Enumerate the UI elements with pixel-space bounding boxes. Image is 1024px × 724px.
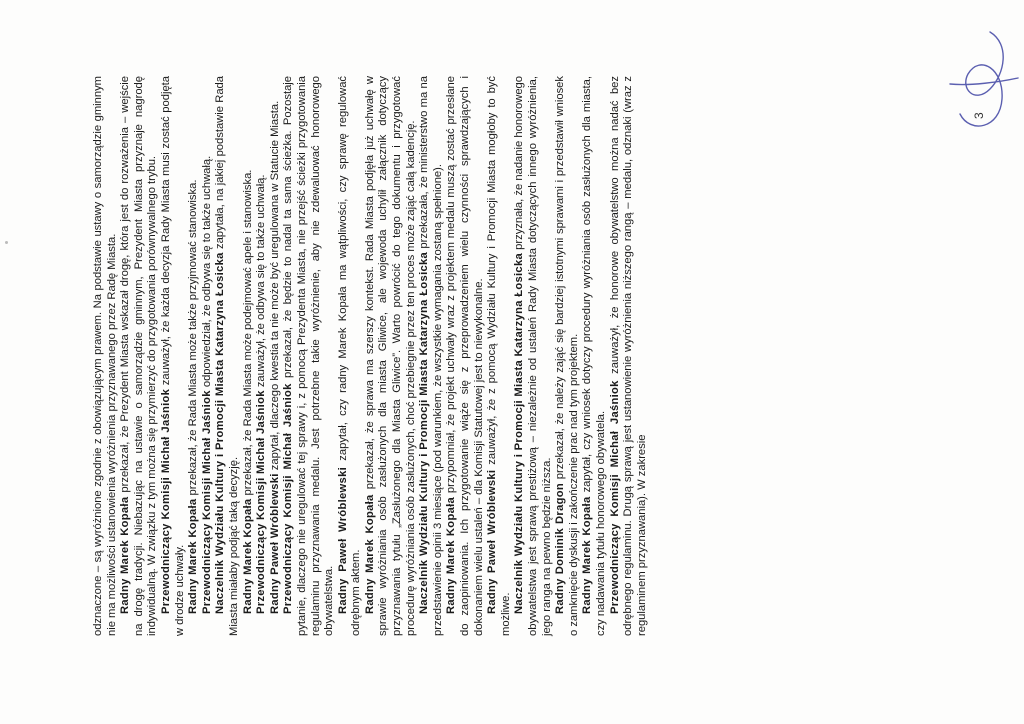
speaker-name: Przewodniczący Komisji Michał Jaśniok — [608, 380, 621, 614]
paragraph — [187, 76, 201, 636]
paragraph-text: zauważył, że z pomocą Wydziału Kultury i Promocji Miasta mogłoby to być możliwe. — [486, 76, 512, 636]
paragraph — [119, 76, 160, 636]
scan-speck — [5, 241, 8, 244]
paragraph-text: przekazał, że Prezydent Miasta wskazał drogę, która jest do rozważenia – wejście na drogę tradycji. Niebazując na ustawie o samorządzie gminnym, Prezydent Miasta przyznaje nagrodę indywidualną. W związku z tym można się przymierzyć do przygotowania porównywalnego trybu. — [119, 76, 159, 636]
speaker-name: Radny Marek Kopała — [363, 494, 376, 614]
paragraph — [418, 76, 445, 636]
paragraph-text: zauważył, że honorowe obywatelstwo można nadać bez odrębnego regulaminu. Drugą sprawą jest ustanowienie wyróżnienia niższego rangą – medalu, odznaki (wraz z regulaminem przyznawania). W zakresie — [608, 76, 648, 636]
handwritten-signature-icon — [930, 24, 1020, 144]
paragraph-text: przekazał, że Rada Miasta może podejmować apele i stanowiska. — [241, 169, 254, 499]
speaker-name: Naczelnik Wydziału Kultury i Promocji Miasta Katarzyna Łosicka — [513, 253, 526, 614]
paragraph — [554, 76, 581, 636]
signature-stroke — [950, 32, 1018, 126]
speaker-name: Radny Paweł Wróblewski — [486, 469, 499, 614]
paragraph — [255, 76, 269, 636]
paragraph-text: przyznała, że nadanie honorowego obywatelstwa jest sprawą prestiżową – niezależnie od ustaleń Rady Miasta dotyczących innego wyróżnienia, jego ranga na pewno będzie niższa. — [513, 76, 553, 636]
speaker-name: Radny Paweł Wróblewski — [268, 473, 281, 614]
paragraph-text: zauważył, że każda decyzja Rady Miasta musi zostać podjęta w drodze uchwały. — [159, 75, 186, 636]
paragraph — [337, 76, 364, 636]
paragraph-text: zapytał, czy wniosek dotyczy procedury wyróżniania osób zasłużonych dla miasta, czy nadawania tytułu honorowego obywatela. — [581, 76, 607, 636]
speaker-name: Radny Marek Kopała — [581, 496, 594, 614]
paragraph-text: przekazał, że Rada Miasta może także przyjmować stanowiska. — [187, 179, 200, 499]
speaker-name: Przewodniczący Komisji Michał Jaśniok — [255, 390, 268, 614]
speaker-name: Przewodniczący Komisji Michał Jaśniok — [159, 388, 172, 614]
paragraph-text: zapytała, na jakiej podstawie Rada Miasta miałaby podjąć taką decyzję. — [214, 76, 240, 636]
speaker-name: Przewodniczący Komisji Michał Jaśniok — [200, 390, 213, 614]
paragraph — [513, 76, 554, 636]
paragraph — [609, 76, 650, 636]
document-body — [92, 76, 649, 636]
paragraph-text: przekazała, że ministerstwo ma na przedstawienie opinii 3 miesiące (pod warunkiem, że wszystkie wymagania zostaną spełnione). — [418, 75, 444, 636]
paragraph-text: przekazał, że będzie to nadal ta sama ścieżka. Pozostaje pytanie, dlaczego nie uregulować tej sprawy i, z pomocą Prezydenta Miasta, nie przejść ścieżki przygotowania regulaminu przyznawania medalu. Jest potrzebne takie wyróżnienie, aby nie zdewaluować honorowego obywatelstwa. — [282, 75, 336, 636]
speaker-name: Przewodniczący Komisji Michał Jaśniok — [282, 383, 295, 614]
speaker-name: Radny Paweł Wróblewski — [336, 466, 349, 614]
paragraph-text: zauważył, że odbywa się to także uchwałą. — [255, 174, 268, 391]
paragraph — [364, 76, 418, 636]
paragraph-text: odznaczone – są wyróżnione zgodnie z obowiązującym prawem. Na podstawie ustawy o samorządzie gminnym nie ma możliwości ustanowienia wyróżnienia przyznawanego przez Radę Miasta. — [92, 76, 118, 636]
speaker-name: Naczelnik Wydziału Kultury i Promocji Miasta Katarzyna Łosicka — [418, 251, 431, 614]
speaker-name: Radny Marek Kopała — [445, 496, 458, 614]
paragraph — [282, 76, 336, 636]
paragraph-text: przypomniał, że projekt uchwały wraz z projektem medalu muszą zostać przesłane do zaopiniowania. Ich przygotowanie wiąże się z przeprowadzeniem wielu czynności sprawdzających i dokonaniem wielu ustaleń – dla Komisji Statutowej jest to niewykonalne. — [445, 76, 485, 636]
paragraph-text: przekazał, że należy zająć się bardziej istotnymi sprawami i przedstawił wniosek o zamknięcie dyskusji i zakończenie prac nad tym projektem. — [554, 76, 580, 636]
speaker-name: Radny Dominik Dragon — [554, 482, 567, 614]
paragraph — [201, 76, 215, 636]
paragraph — [269, 76, 283, 636]
speaker-name: Radny Marek Kopała — [119, 496, 132, 614]
speaker-name: Naczelnik Wydziału Kultury i Promocji Miasta Katarzyna Łosicka — [214, 252, 227, 614]
paragraph-text: przekazał, że sprawa ma szerszy kontekst. Rada Miasta podjęła już uchwałę w sprawie wyróżniania osób zasłużonych dla miasta Gliwice, ale wojewoda uchylił załącznik dotyczący przyznawania tytułu „Zasłużonego dla Miasta Gliwice”. Warto powrócić do tego dokumentu i przygotować procedurę wyróżniania osób zasłużonych, choć przebiegnie przez ten proces może zająć całą kadencję. — [363, 76, 417, 636]
speaker-name: Radny Marek Kopała — [187, 498, 200, 614]
paragraph-text: zapytał, dlaczego kwestia ta nie może być uregulowana w Statucie Miasta. — [268, 100, 281, 474]
paragraph — [486, 76, 513, 636]
paragraph-text: zapytał, czy radny Marek Kopała ma wątpliwości, czy sprawę regulować odrębnym aktem. — [336, 75, 363, 636]
paragraph — [92, 76, 119, 636]
paragraph — [160, 76, 187, 636]
paragraph — [214, 76, 241, 636]
speaker-name: Radny Marek Kopała — [241, 498, 254, 614]
paragraph — [445, 76, 486, 636]
paragraph-text: odpowiedział, że odbywa się to także uchwałą. — [200, 155, 213, 391]
paragraph — [581, 76, 608, 636]
page-number: 3 — [972, 112, 986, 119]
paragraph — [242, 76, 256, 636]
